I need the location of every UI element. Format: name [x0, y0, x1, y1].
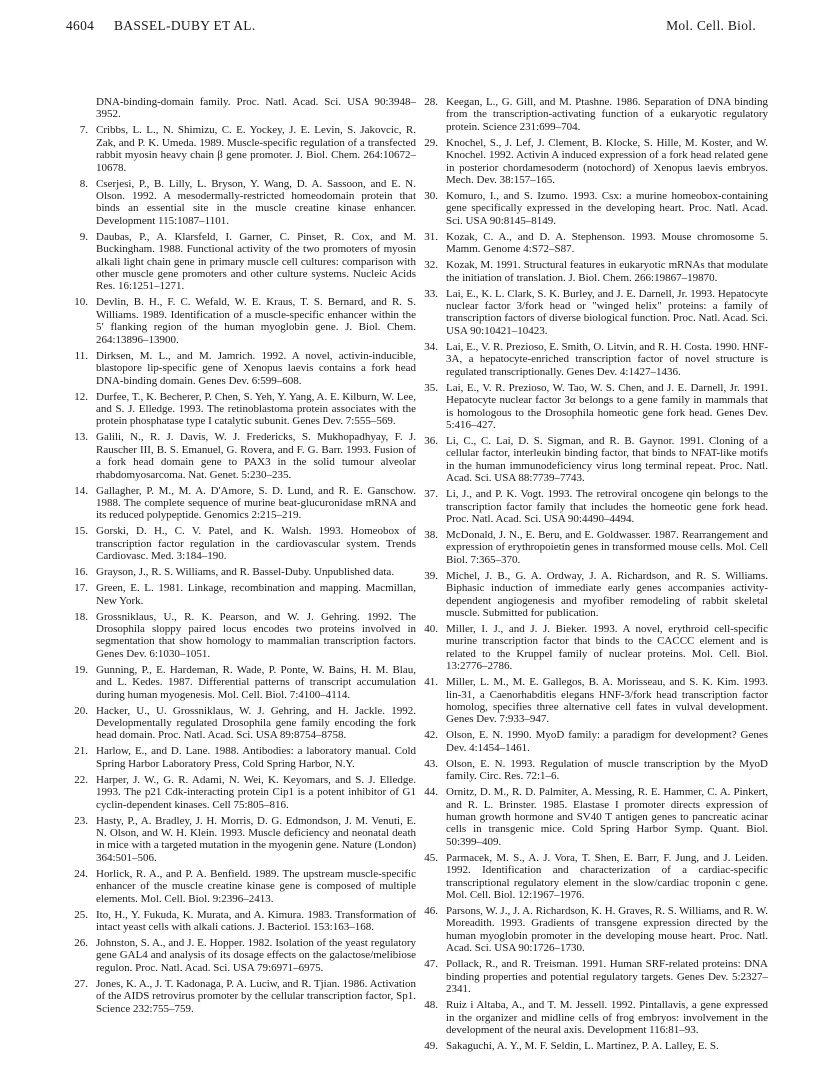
reference-text: Galili, N., R. J. Davis, W. J. Fredericks, S. Mukhopadhyay, F. J. Rauscher III, B. S. Emanuel, G. Rovera, and F. G. Barr. 1993. Fusion of a fork head domain gene to PAX3 in the solid tumour alveolar rhabdomyosarcoma. Nat. Genet. 5:230–235. [96, 431, 416, 481]
reference-number: 32. [424, 259, 438, 272]
reference-text: Olson, E. N. 1990. MyoD family: a paradigm for development? Genes Dev. 4:1454–1461. [446, 729, 768, 754]
reference-number: 15. [74, 525, 88, 538]
reference-text: Olson, E. N. 1993. Regulation of muscle transcription by the MyoD family. Circ. Res. 72:1–6. [446, 757, 768, 783]
reference-text: Lai, E., V. R. Prezioso, E. Smith, O. Litvin, and R. H. Costa. 1990. HNF-3A, a hepatocyte-enriched transcription factor of novel structure is regulated transcriptionally. Genes Dev. 4:1427–1436. [446, 340, 768, 378]
running-authors: BASSEL-DUBY ET AL. [114, 18, 256, 33]
reference-text: Harper, J. W., G. R. Adami, N. Wei, K. Keyomars, and S. J. Elledge. 1993. The p21 Cdk-interacting protein Cip1 is a potent inhibitor of G1 cyclin-dependent kinases. Cell 75:805–816. [96, 773, 416, 811]
reference-number: 7. [79, 124, 88, 137]
reference-entry [418, 341, 768, 378]
reference-number: 9. [79, 230, 88, 243]
reference-number: 25. [74, 908, 88, 921]
reference-text: Michel, J. B., G. A. Ordway, J. A. Richardson, and R. S. Williams. Biphasic induction of immediate early genes accompanies activity-dependent angiogenesis and myofiber remodeling of rabbit skeletal muscle. Submitted for publication. [446, 569, 768, 619]
reference-number: 45. [424, 851, 438, 864]
reference-number: 41. [424, 676, 438, 689]
reference-entry [68, 296, 416, 346]
reference-number: 37. [424, 488, 438, 501]
reference-number: 13. [74, 431, 88, 444]
reference-number: 22. [74, 773, 88, 786]
reference-number: 23. [74, 814, 88, 827]
reference-number: 30. [424, 190, 438, 203]
reference-entry [418, 786, 768, 848]
reference-entry [68, 525, 416, 562]
reference-entry [68, 868, 416, 905]
reference-text: DNA-binding-domain family. Proc. Natl. Acad. Sci. USA 90:3948–3952. [96, 96, 416, 121]
reference-number: 39. [424, 569, 438, 582]
reference-entry [418, 231, 768, 256]
reference-text: Knochel, S., J. Lef, J. Clement, B. Klocke, S. Hille, M. Koster, and W. Knochel. 1992. Activin A induced expression of a fork head related gene in posterior chordamesoderm (notochord) of Xenopus laevis embryos. Mech. Dev. 38:157–165. [446, 136, 768, 187]
reference-entry [68, 937, 416, 974]
reference-number: 18. [74, 610, 88, 623]
reference-number: 33. [424, 287, 438, 300]
reference-entry [418, 1040, 768, 1052]
reference-number: 11. [74, 349, 88, 362]
reference-number: 10. [74, 296, 88, 309]
reference-text: Kozak, M. 1991. Structural features in eukaryotic mRNAs that modulate the initiation of translation. J. Biol. Chem. 266:19867–19870. [446, 259, 768, 284]
reference-number: 12. [74, 390, 88, 403]
reference-entry [418, 623, 768, 673]
reference-entry [418, 852, 768, 902]
reference-text: Miller, L. M., M. E. Gallegos, B. A. Morisseau, and S. K. Kim. 1993. lin-31, a Caenorhabditis elegans HNF-3/fork head transcription factor homolog, specifies three alternative cell fates in vulval development. Genes Dev. 7:933–947. [446, 676, 768, 726]
reference-text: Dirksen, M. L., and M. Jamrich. 1992. A novel, activin-inducible, blastopore lip-specific gene of Xenopus laevis contains a fork head DNA-binding domain. Genes Dev. 6:599–608. [96, 349, 416, 387]
reference-text: Lai, E., K. L. Clark, S. K. Burley, and J. E. Darnell, Jr. 1993. Hepatocyte nuclear factor 3/fork head or "winged helix" proteins: a family of transcription factors of diverse biological function. Proc. Natl. Acad. Sci. USA 90:10421–10423. [446, 287, 768, 337]
reference-text: Lai, E., V. R. Prezioso, W. Tao, W. S. Chen, and J. E. Darnell, Jr. 1991. Hepatocyte nuclear factor 3α belongs to a gene family in mammals that is homologous to the Drosophila homeotic gene fork head. Genes Dev. 5:416–427. [446, 381, 768, 431]
reference-number: 49. [424, 1039, 438, 1052]
reference-entry [418, 529, 768, 566]
reference-number: 40. [424, 622, 438, 635]
reference-entry [418, 905, 768, 955]
reference-text: Johnston, S. A., and J. E. Hopper. 1982. Isolation of the yeast regulatory gene GAL4 and analysis of its dosage effects on the galactose/melibiose regulon. Proc. Natl. Acad. Sci. USA 79:6971–6975. [96, 937, 416, 974]
reference-entry [418, 96, 768, 133]
reference-number: 48. [424, 999, 438, 1012]
reference-text: Horlick, R. A., and P. A. Benfield. 1989. The upstream muscle-specific enhancer of the muscle creatine kinase gene is composed of multiple elements. Mol. Cell. Biol. 9:2396–2413. [96, 867, 416, 905]
reference-entry [68, 582, 416, 607]
references-right-column [418, 96, 768, 1056]
journal-name: Mol. Cell. Biol. [666, 18, 756, 33]
reference-text: Sakaguchi, A. Y., M. F. Seldin, L. Martinez, P. A. Lalley, E. S. [446, 1039, 719, 1052]
reference-entry [68, 664, 416, 701]
reference-text: Harlow, E., and D. Lane. 1988. Antibodies: a laboratory manual. Cold Spring Harbor Laboratory Press, Cold Spring Harbor, N.Y. [96, 745, 416, 770]
reference-entry [68, 566, 416, 578]
reference-text: Devlin, B. H., F. C. Wefald, W. E. Kraus, T. S. Bernard, and R. S. Williams. 1989. Identification of a muscle-specific enhancer within the 5′ flanking region of the human myoglobin gene. J. Biol. Chem. 264:13896–13900. [96, 296, 416, 346]
reference-entry [68, 705, 416, 742]
reference-entry [68, 124, 416, 174]
reference-number: 43. [424, 757, 438, 770]
reference-text: Cribbs, L. L., N. Shimizu, C. E. Yockey, J. E. Levin, S. Jakovcic, R. Zak, and P. K. Umeda. 1989. Muscle-specific regulation of a transfected rabbit myosin heavy chain β gene promoter. J. Biol. Chem. 264:10672–10678. [96, 124, 416, 174]
reference-text: Parmacek, M. S., A. J. Vora, T. Shen, E. Barr, F. Jung, and J. Leiden. 1992. Identification and characterization of a cardiac-specific transcriptional regulatory element in the slow/cardiac troponin c gene. Mol. Cell. Biol. 12:1967–1976. [446, 851, 768, 902]
reference-number: 44. [424, 786, 438, 799]
reference-number: 26. [74, 937, 88, 950]
reference-text: Gunning, P., E. Hardeman, R. Wade, P. Ponte, W. Bains, H. M. Blau, and L. Kedes. 1987. Differential patterns of transcript accumulation during human myogenesis. Mol. Cell. Biol. 7:4100–4114. [96, 663, 416, 701]
reference-text: Ito, H., Y. Fukuda, K. Murata, and A. Kimura. 1983. Transformation of intact yeast cells with alkali cations. J. Bacteriol. 153:163–168. [96, 908, 416, 934]
reference-entry [418, 958, 768, 995]
reference-entry [418, 288, 768, 338]
reference-text: Durfee, T., K. Becherer, P. Chen, S. Yeh, Y. Yang, A. E. Kilburn, W. Lee, and S. J. Elledge. 1993. The retinoblastoma protein associates with the protein phosphatase type I catalytic subunit. Genes Dev. 7:555–569. [96, 390, 416, 428]
reference-number: 31. [424, 230, 438, 243]
reference-number: 42. [424, 729, 438, 742]
reference-entry [418, 190, 768, 227]
reference-number: 20. [74, 704, 88, 717]
reference-entry [68, 391, 416, 428]
reference-text: Pollack, R., and R. Treisman. 1991. Human SRF-related proteins: DNA binding properties and potential regulatory targets. Genes Dev. 5:2327–2341. [446, 958, 768, 996]
reference-text: Green, E. L. 1981. Linkage, recombination and mapping. Macmillan, New York. [96, 582, 416, 607]
reference-entry [68, 815, 416, 865]
reference-entry [68, 774, 416, 811]
reference-text: Grossniklaus, U., R. K. Pearson, and W. J. Gehring. 1992. The Drosophila sloppy paired locus encodes two proteins involved in segmentation that show homology to mammalian transcription factors. Genes Dev. 6:1030–1051. [96, 610, 416, 660]
reference-number: 16. [74, 566, 88, 579]
reference-entry [418, 758, 768, 783]
reference-number: 17. [74, 582, 88, 595]
reference-text: Ornitz, D. M., R. D. Palmiter, A. Messing, R. E. Hammer, C. A. Pinkert, and R. L. Brinster. 1985. Elastase I promoter directs expression of human growth hormone and SV40 T antigen genes to pancreatic acinar cells in transgenic mice. Cold Spring Harbor Symp. Quant. Biol. 50:399–409. [446, 786, 768, 848]
reference-entry [68, 431, 416, 481]
reference-text: Hacker, U., U. Grossniklaus, W. J. Gehring, and H. Jackle. 1992. Developmentally regulated Drosophila gene family encoding the fork head domain. Proc. Natl. Acad. Sci. USA 89:8754–8758. [96, 704, 416, 742]
reference-text: Keegan, L., G. Gill, and M. Ptashne. 1986. Separation of DNA binding from the transcription-activating function of a eukaryotic regulatory protein. Science 231:699–704. [446, 96, 768, 133]
references-left-column [68, 96, 416, 1019]
reference-entry [418, 676, 768, 726]
reference-entry [418, 137, 768, 187]
reference-text: Li, C., C. Lai, D. S. Sigman, and R. B. Gaynor. 1991. Cloning of a cellular factor, interleukin binding factor, that binds to NFAT-like motifs in the human immunodeficiency virus long terminal repeat. Proc. Natl. Acad. Sci. USA 88:7739–7743. [446, 434, 768, 485]
reference-entry [418, 259, 768, 284]
reference-entry [418, 570, 768, 620]
reference-entry [68, 745, 416, 770]
reference-text: Ruiz i Altaba, A., and T. M. Jessell. 1992. Pintallavis, a gene expressed in the organizer and midline cells of frog embryos: involvement in the development of the neural axis. Development 116:81–93. [446, 999, 768, 1036]
reference-text: Komuro, I., and S. Izumo. 1993. Csx: a murine homeobox-containing gene specifically expressed in the developing heart. Proc. Natl. Acad. Sci. USA 90:8145–8149. [446, 190, 768, 227]
reference-number: 8. [79, 177, 88, 190]
reference-entry [68, 231, 416, 293]
reference-number: 19. [74, 663, 88, 676]
reference-text: McDonald, J. N., E. Beru, and E. Goldwasser. 1987. Rearrangement and expression of erythropoietin genes in transformed mouse cells. Mol. Cell Biol. 7:365–370. [446, 528, 768, 566]
reference-text: Miller, I. J., and J. J. Bieker. 1993. A novel, erythroid cell-specific murine transcription factor that binds to the CACCC element and is related to the Kruppel family of nuclear proteins. Mol. Cell. Biol. 13:2776–2786. [446, 622, 768, 673]
reference-entry [68, 909, 416, 934]
reference-entry [68, 350, 416, 387]
reference-number: 46. [424, 905, 438, 918]
reference-entry [418, 488, 768, 525]
reference-text: Gorski, D. H., C. V. Patel, and K. Walsh. 1993. Homeobox of transcription factor regulation in the cardiovascular system. Trends Cardiovasc. Med. 3:184–190. [96, 525, 416, 563]
reference-number: 27. [74, 977, 88, 990]
reference-number: 34. [424, 340, 438, 353]
reference-text: Kozak, C. A., and D. A. Stephenson. 1993. Mouse chromosome 5. Mamm. Genome 4:S72–S87. [446, 230, 768, 256]
reference-number: 36. [424, 434, 438, 447]
reference-entry [68, 178, 416, 228]
reference-text: Jones, K. A., J. T. Kadonaga, P. A. Luciw, and R. Tjian. 1986. Activation of the AIDS retrovirus promoter by the cellular transcription factor, Sp1. Science 232:755–759. [96, 977, 416, 1015]
reference-number: 24. [74, 867, 88, 880]
reference-entry [418, 382, 768, 432]
reference-text: Grayson, J., R. S. Williams, and R. Bassel-Duby. Unpublished data. [96, 566, 395, 579]
page-header [66, 18, 756, 34]
reference-entry [68, 978, 416, 1015]
reference-text: Parsons, W. J., J. A. Richardson, K. H. Graves, R. S. Williams, and R. W. Moreadith. 1993. Gradients of transgene expression directed by the human myoglobin promoter in the developing mouse heart. Proc. Natl. Acad. Sci. USA 90:1726–1730. [446, 905, 768, 955]
reference-entry [418, 729, 768, 754]
reference-number: 35. [424, 381, 438, 394]
reference-entry [418, 435, 768, 485]
reference-entry [68, 96, 416, 121]
reference-number: 38. [424, 528, 438, 541]
reference-entry [68, 611, 416, 661]
reference-number: 21. [74, 745, 88, 758]
reference-number: 29. [424, 136, 438, 149]
reference-text: Cserjesi, P., B. Lilly, L. Bryson, Y. Wang, D. A. Sassoon, and E. N. Olson. 1992. A mesodermally-restricted homeodomain protein that binds an essential site in the muscle creatine kinase enhancer. Development 115:1087–1101. [96, 177, 416, 227]
reference-text: Li, J., and P. K. Vogt. 1993. The retroviral oncogene qin belongs to the transcription factor family that includes the homeotic gene fork head. Proc. Natl. Acad. Sci. USA 90:4490–4494. [446, 488, 768, 525]
reference-text: Daubas, P., A. Klarsfeld, I. Garner, C. Pinset, R. Cox, and M. Buckingham. 1988. Functional activity of the two promoters of myosin alkali light chain gene in primary muscle cell cultures: comparison with other muscle gene promoters and other culture systems. Nucleic Acids Res. 16:1251–1271. [96, 230, 416, 293]
reference-text: Gallagher, P. M., M. A. D'Amore, S. D. Lund, and R. E. Ganschow. 1988. The complete sequence of murine beat-glucuronidase mRNA and its reduced polypeptide. Genomics 2:215–219. [96, 484, 416, 522]
reference-number: 47. [424, 958, 438, 971]
reference-text: Hasty, P., A. Bradley, J. H. Morris, D. G. Edmondson, J. M. Venuti, E. N. Olson, and W. H. Klein. 1993. Muscle deficiency and neonatal death in mice with a targeted mutation in the myogenin gene. Nature (London) 364:501–506. [96, 814, 416, 864]
reference-entry [418, 999, 768, 1036]
page-number: 4604 [66, 18, 95, 33]
reference-number: 28. [424, 96, 438, 108]
reference-entry [68, 485, 416, 522]
reference-number: 14. [74, 484, 88, 497]
